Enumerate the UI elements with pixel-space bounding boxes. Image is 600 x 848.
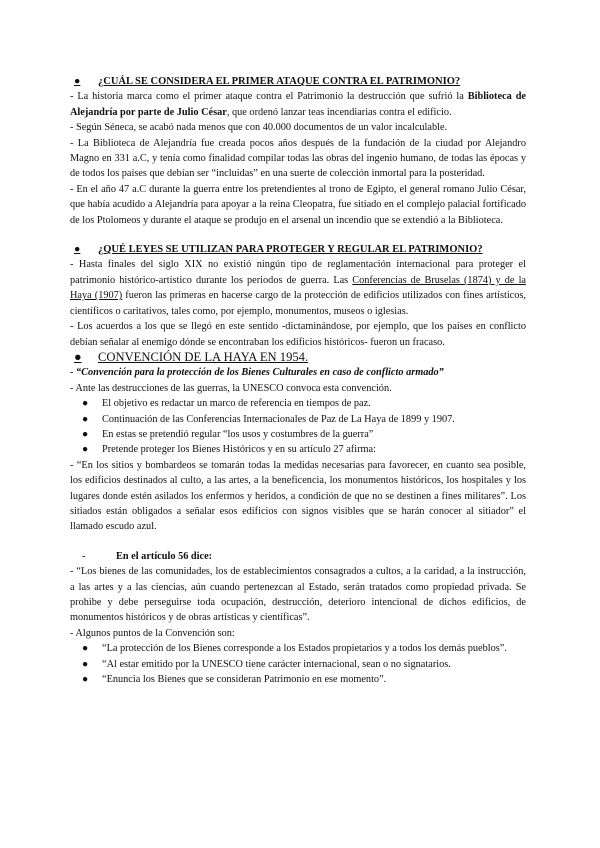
text-run: fueron las primeras en hacerse cargo de la protección de edificios utilizados con fines artísticos, científicos o caritativos, tales como, por ejemplo, monumentos, museos o iglesias. [70, 290, 526, 317]
section3-heading [70, 350, 526, 365]
section3-heading-text: CONVENCIÓN DE LA HAYA EN 1954. [98, 349, 309, 364]
list-item-text: En estas se pretendió regular “los usos y costumbres de la guerra” [102, 428, 374, 440]
section4-paragraph-1: - Algunos puntos de la Convención son: [70, 627, 235, 639]
list-item-text: “Al estar emitido por la UNESCO tiene carácter internacional, sean o no signatarios. [102, 658, 451, 670]
section1-paragraph-4: - En el año 47 a.C durante la guerra entre los pretendientes al trono de Egipto, el general romano Julio César, que había acudido a Alejandría para apoyar a la reina Cleopatra, fue sitiado en el complejo palacial fortificado de los Ptolomeos y durante el ataque se produjo en el arsenal un incendio que se extendió a la Biblioteca. [70, 183, 526, 226]
text-run: - Hasta finales del siglo XIX no existió ningún tipo de reglamentación internacional para proteger el patrimonio histórico-artístico durante los periodos de guerra. Las [70, 259, 526, 286]
bullet-icon: ● [82, 398, 89, 410]
section1-heading-text: ¿CUÁL SE CONSIDERA EL PRIMER ATAQUE CONTRA EL PATRIMONIO? [98, 76, 461, 87]
bullet-icon: ● [82, 413, 89, 425]
section2-paragraph-2: - Los acuerdos a los que se llegó en este sentido -dictaminándose, por ejemplo, que los países en conflicto debían señalar al enemigo dónde se encontraban los edificios históricos- fueron un fracaso. [70, 321, 526, 348]
section2-heading [70, 242, 526, 257]
list-item-text: Pretende proteger los Bienes Históricos y en su artículo 27 afirma: [102, 444, 376, 456]
bullet-icon: ● [82, 674, 89, 686]
underlined-run: Conferencias de Bruselas (1874) y de la Haya (1907) [70, 274, 526, 302]
section1-paragraph-2: - Según Séneca, se acabó nada menos que con 40.000 documentos de un valor incalculable. [70, 122, 448, 134]
section2-heading-text: ¿QUÉ LEYES SE UTILIZAN PARA PROTEGER Y REGULAR EL PATRIMONIO? [98, 244, 483, 256]
section4-bullet-list [70, 641, 526, 687]
list-item [82, 657, 526, 672]
section1-heading [70, 74, 526, 89]
bullet-icon: ● [82, 658, 89, 670]
bullet-icon: ● [74, 244, 81, 256]
bullet-icon: ● [82, 643, 89, 655]
section3-quote: - “En los sitios y bombardeos se tomarán todas la medidas necesarias para favorecer, en cuanto sea posible, los edificios destinados al culto, a las artes, a la beneficencia, los monumentos históricos, los hospitales y los lugares donde estén asilados los enfermos y heridos, a condición de que no se destinen a fines militares”. Los sitiados están obligados a señalar esos edificios con signos visibles que se harán conocer al sitiador” el llamado escudo azul. [70, 459, 526, 533]
section2-paragraph-1 [70, 257, 526, 319]
section4-heading-text: En el artículo 56 dice: [116, 550, 213, 562]
section1-paragraph-3: - La Biblioteca de Alejandría fue creada pocos años después de la fundación de la ciudad por Alejandro Magno en 331 a.C, y tenía como finalidad compilar todas las obras del ingenio humano, de todas las épocas y de todos los países que debían ser “incluidas” en una suerte de colección inmortal para la posteridad. [70, 137, 526, 180]
list-item [82, 641, 526, 656]
list-item [82, 672, 526, 687]
text-run: , que ordenó lanzar teas incendiarias contra el edificio. [226, 106, 452, 118]
list-item-text: Continuación de las Conferencias Internacionales de Paz de La Haya de 1899 y 1907. [102, 413, 455, 425]
list-item [82, 427, 526, 442]
bullet-icon: ● [74, 349, 82, 364]
bold-run: Biblioteca de Alejandría por parte de Julio César [70, 91, 526, 118]
section4-quote: - “Los bienes de las comunidades, los de establecimientos consagrados a cultos, a la caridad, a la instrucción, a las artes y a las ciencias, aún cuando pertenezcan al Estado, serán tratados como propiedad privada. Se prohibe y debe perseguirse toda ocupación, destrucción, deterioro intencional de dichos edificios, de monumentos históricos y de obras artísticas y científicas”. [70, 566, 526, 624]
list-item-text: “La protección de los Bienes corresponde a los Estados propietarios y a todos los demás pueblos”. [102, 643, 507, 655]
list-item [82, 396, 526, 411]
section1-paragraph-1 [70, 89, 526, 120]
list-item [82, 412, 526, 427]
list-item-text: “Enuncia los Bienes que se consideran Patrimonio en ese momento”. [102, 674, 387, 686]
section4-heading [70, 549, 526, 564]
bullet-icon: ● [82, 444, 89, 456]
section3-paragraph-1: - Ante las destrucciones de las guerras, la UNESCO convoca esta convención. [70, 382, 392, 394]
dash-marker: - [82, 550, 86, 562]
document-body [70, 74, 526, 687]
section3-bullet-list [70, 396, 526, 458]
list-item-text: El objetivo es redactar un marco de referencia en tiempos de paz. [102, 398, 371, 410]
list-item [82, 442, 526, 457]
bullet-icon: ● [74, 76, 81, 87]
subtitle-text: - “Convención para la protección de los Bienes Culturales en caso de conflicto armado” [70, 367, 444, 379]
text-run: - La historia marca como el primer ataque contra el Patrimonio la destrucción que sufrió la [70, 91, 468, 103]
section3-subtitle [70, 365, 526, 380]
bullet-icon: ● [82, 428, 89, 440]
